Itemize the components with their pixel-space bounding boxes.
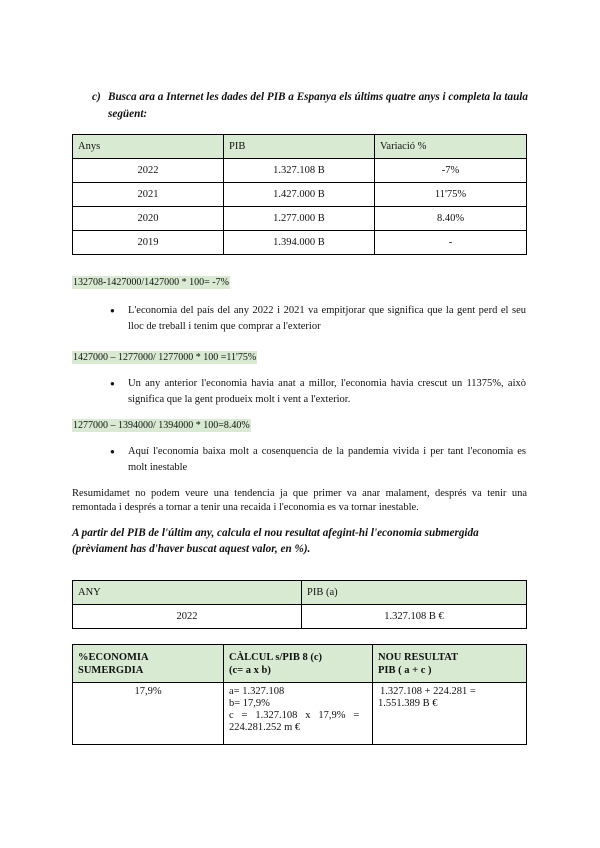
formula-2: 1427000 – 1277000/ 1277000 * 100 =11'75% [73, 352, 257, 363]
cell-variation: 8.40% [375, 207, 527, 231]
col-header-pib-a: PIB (a) [302, 581, 527, 605]
col-header-economia-sumergida [73, 645, 224, 683]
table-row [73, 183, 527, 207]
col-header-anys: Anys [73, 135, 224, 159]
cell-pib: 1.394.000 B [224, 231, 375, 255]
calc-line-c-result: 224.281.252 m € [229, 722, 301, 733]
cell-variation: -7% [375, 159, 527, 183]
bullet-2: ● Un any anterior l'economia havia anat a millor, l'economia havia crescut un 11375%, això significa que la gent produeix molt i vent a l'exterior. [128, 376, 526, 408]
calc-table [72, 644, 527, 745]
table-row [73, 207, 527, 231]
cell-pib: 1.327.108 B [224, 159, 375, 183]
calc-line-a: a= 1.327.108 [229, 686, 285, 697]
table-row [73, 231, 527, 255]
header-line: CÀLCUL s/PIB 8 (c) [229, 651, 323, 663]
formula-1: 132708-1427000/1427000 * 100= -7% [73, 277, 229, 288]
calc-line-c: c = 1.327.108 x 17,9% = [229, 710, 360, 721]
col-header-calcul [224, 645, 373, 683]
cell-year: 2022 [73, 605, 302, 629]
result-line-2: 1.551.389 B € [378, 698, 438, 709]
cell-percent: 17,9% [73, 683, 224, 745]
cell-calculation [224, 683, 373, 745]
cell-year: 2022 [73, 159, 224, 183]
cell-pib: 1.427.000 B [224, 183, 375, 207]
formula-3: 1277000 – 1394000/ 1394000 * 100=8.40% [73, 420, 250, 431]
question-2-text: A partir del PIB de l'últim any, calcula el nou resultat afegint-hi l'economia submergida (prèviament has d'haver buscat aquest valor, en %). [72, 527, 479, 555]
bullet-3: ● Aquí l'economia baixa molt a cosenquencia de la pandemia vivida i per tant l'economia es molt inestable [128, 444, 526, 476]
table-row [73, 159, 527, 183]
header-line: NOU RESULTAT [378, 651, 459, 663]
question-text: Busca ara a Internet les dades del PIB a Espanya els últims quatre anys i completa la taula següent: [108, 91, 528, 120]
header-line: PIB ( a + c ) [378, 664, 432, 676]
calc-line-b: b= 17,9% [229, 698, 270, 709]
question-label: c) [92, 91, 101, 103]
col-header-pib: PIB [224, 135, 375, 159]
pib-table [72, 134, 527, 255]
col-header-any: ANY [73, 581, 302, 605]
col-header-variacio: Variació % [375, 135, 527, 159]
col-header-nou-resultat [373, 645, 527, 683]
header-line: (c= a x b) [229, 664, 271, 676]
summary-paragraph: Resumidamet no podem veure una tendencia ja que primer va anar malament, després va tenir una remontada i després a tornar a tenir una recaida i l'economia es va tornar inestable. [72, 488, 527, 513]
year-pib-table [72, 580, 527, 629]
cell-pib: 1.277.000 B [224, 207, 375, 231]
cell-year: 2019 [73, 231, 224, 255]
table-row [73, 605, 527, 629]
cell-year: 2020 [73, 207, 224, 231]
cell-variation: - [375, 231, 527, 255]
cell-pib: 1.327.108 B € [302, 605, 527, 629]
result-line-1: 1.327.108 + 224.281 = [380, 686, 476, 697]
header-line: %ECONOMIA [78, 651, 149, 663]
cell-variation: 11'75% [375, 183, 527, 207]
cell-year: 2021 [73, 183, 224, 207]
bullet-1: ● L'economia del país del any 2022 i 2021 va empitjorar que significa que la gent perd el seu lloc de treball i tenim que comprar a l'exterior [128, 303, 526, 335]
cell-new-result [373, 683, 527, 745]
header-line: SUMERGDIA [78, 664, 144, 676]
table-row [73, 683, 527, 745]
